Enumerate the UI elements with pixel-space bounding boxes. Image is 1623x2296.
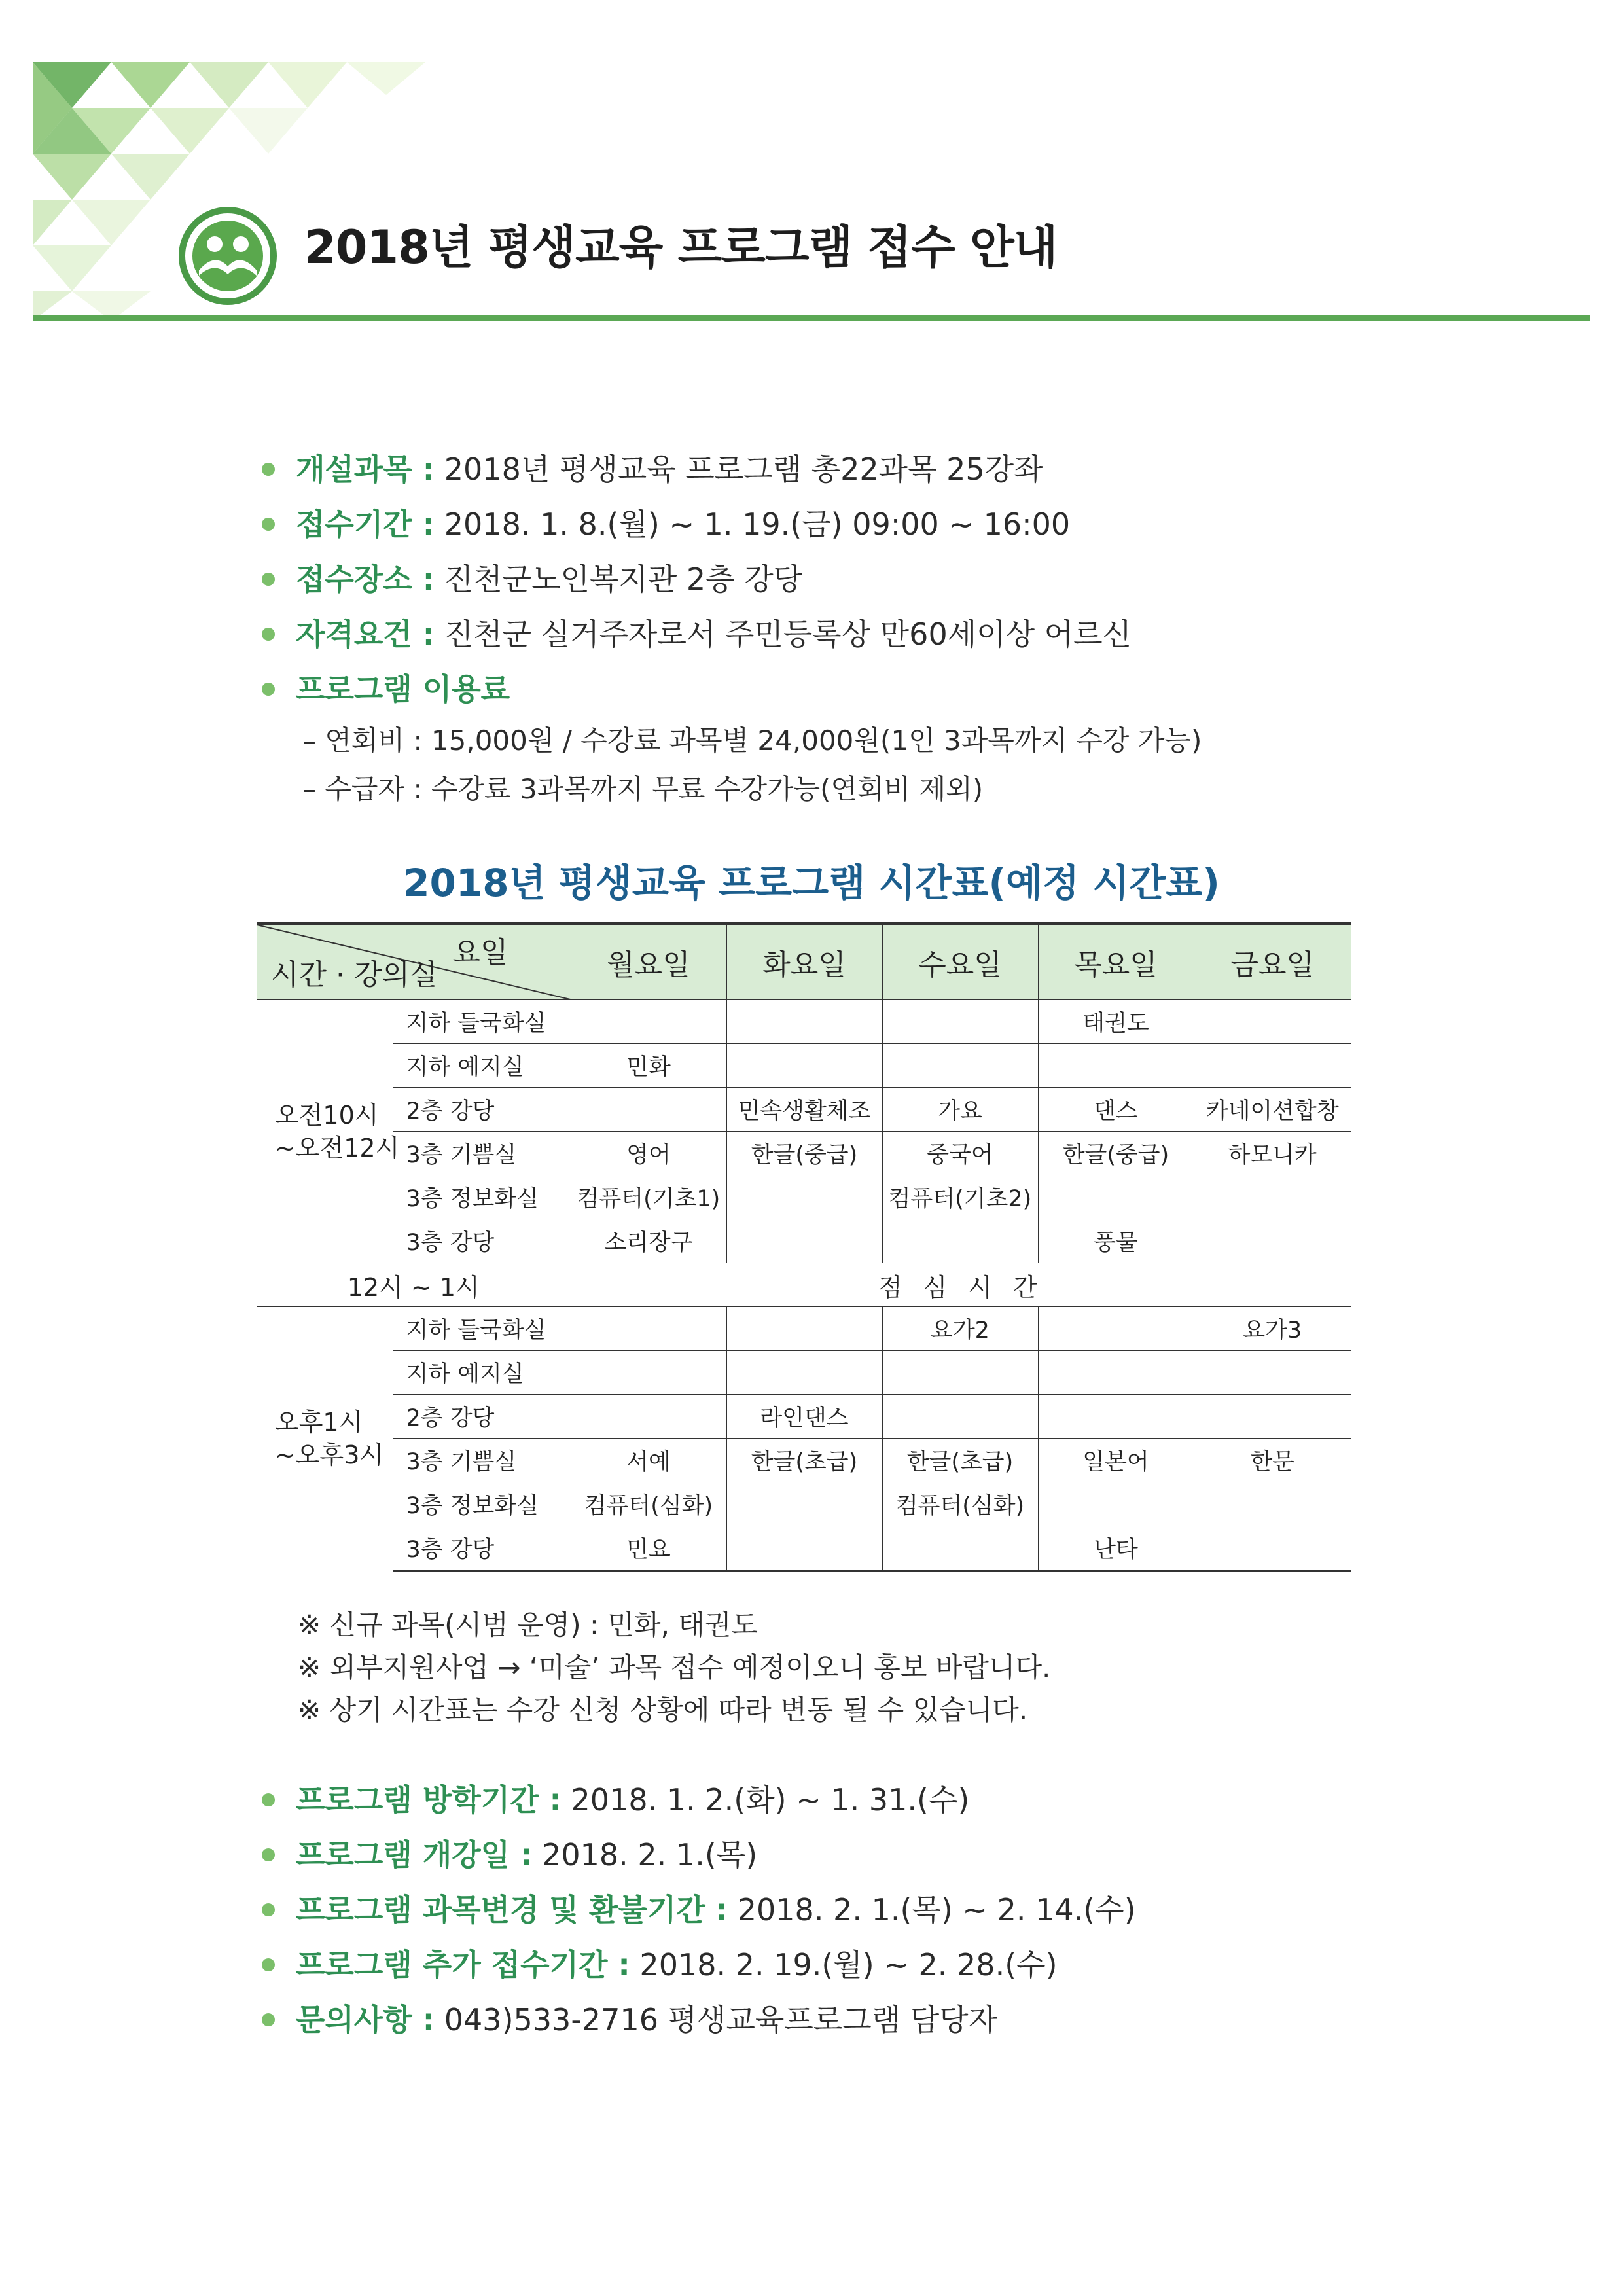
- class-cell: [1038, 1307, 1194, 1351]
- time-line: 오전10시: [275, 1100, 379, 1130]
- table-row: [257, 1482, 1351, 1526]
- class-cell: 민속생활체조: [726, 1088, 882, 1132]
- info-label: 접수장소 :: [296, 562, 435, 597]
- class-cell: [571, 1000, 726, 1044]
- info-label: 개설과목 :: [296, 452, 435, 487]
- lunch-row: [257, 1263, 1351, 1307]
- info-item-additional: [262, 1937, 1571, 1992]
- timetable-title: 2018년 평생교육 프로그램 시간표(예정 시간표): [403, 861, 1220, 905]
- info-label: 프로그램 추가 접수기간 :: [296, 1947, 630, 1982]
- table-row: [257, 1439, 1351, 1482]
- class-cell: 한글(중급): [1038, 1132, 1194, 1175]
- class-cell: [726, 1175, 882, 1219]
- class-cell: 컴퓨터(심화): [882, 1482, 1038, 1526]
- class-cell: [571, 1088, 726, 1132]
- info-item-place: [262, 552, 1571, 607]
- class-cell: [1038, 1482, 1194, 1526]
- class-cell: [1038, 1351, 1194, 1395]
- header-divider: [33, 315, 1590, 321]
- class-cell: [882, 1000, 1038, 1044]
- class-cell: [1194, 1482, 1351, 1526]
- info-item-contact: [262, 1992, 1571, 2047]
- class-cell: [1194, 1526, 1351, 1571]
- class-cell: 난타: [1038, 1526, 1194, 1571]
- bullet-icon: [262, 1848, 275, 1861]
- class-cell: [726, 1307, 882, 1351]
- info-value: 2018. 2. 19.(월) ~ 2. 28.(수): [630, 1947, 1058, 1982]
- class-cell: 중국어: [882, 1132, 1038, 1175]
- class-cell: [882, 1351, 1038, 1395]
- schedule-info-list: [262, 1772, 1571, 2047]
- info-item-fee: [262, 662, 1571, 717]
- class-cell: [882, 1219, 1038, 1263]
- class-cell: 한글(초급): [882, 1439, 1038, 1482]
- class-cell: [1194, 1000, 1351, 1044]
- day-header: 월요일: [571, 924, 726, 1000]
- bullet-icon: [262, 1903, 275, 1916]
- day-header: 금요일: [1194, 924, 1351, 1000]
- class-cell: 컴퓨터(심화): [571, 1482, 726, 1526]
- table-row: [257, 1395, 1351, 1439]
- info-value: 진천군 실거주자로서 주민등록상 만60세이상 어르신: [435, 617, 1132, 652]
- class-cell: 한글(중급): [726, 1132, 882, 1175]
- lunch-label-cell: 점 심 시 간: [571, 1263, 1351, 1307]
- class-cell: 라인댄스: [726, 1395, 882, 1439]
- time-slot-morning: [257, 1000, 400, 1263]
- room-cell: 지하 예지실: [393, 1044, 571, 1088]
- class-cell: 풍물: [1038, 1219, 1194, 1263]
- room-cell: 지하 예지실: [393, 1351, 571, 1395]
- room-cell: 3층 기쁨실: [393, 1132, 571, 1175]
- room-cell: 지하 들국화실: [393, 1000, 571, 1044]
- info-label: 자격요건 :: [296, 617, 435, 652]
- bullet-icon: [262, 573, 275, 586]
- class-cell: 영어: [571, 1132, 726, 1175]
- table-row: [257, 1000, 1351, 1044]
- room-cell: 3층 강당: [393, 1219, 571, 1263]
- page-title: 2018년 평생교육 프로그램 접수 안내: [304, 221, 1058, 274]
- info-label: 프로그램 방학기간 :: [296, 1782, 562, 1818]
- info-label: 프로그램 이용료: [296, 672, 510, 707]
- class-cell: [882, 1044, 1038, 1088]
- class-cell: 컴퓨터(기초2): [882, 1175, 1038, 1219]
- class-cell: [726, 1219, 882, 1263]
- class-cell: 요가3: [1194, 1307, 1351, 1351]
- bullet-icon: [262, 463, 275, 476]
- class-cell: [571, 1307, 726, 1351]
- class-cell: 요가2: [882, 1307, 1038, 1351]
- corner-day-label: 요일: [452, 936, 508, 969]
- info-item-start: [262, 1827, 1571, 1882]
- bullet-icon: [262, 518, 275, 531]
- class-cell: [882, 1395, 1038, 1439]
- class-cell: [1194, 1219, 1351, 1263]
- info-value: 043)533-2716 평생교육프로그램 담당자: [435, 2002, 998, 2037]
- class-cell: 민요: [571, 1526, 726, 1571]
- class-cell: 민화: [571, 1044, 726, 1088]
- bullet-icon: [262, 1958, 275, 1971]
- corner-header-cell: [257, 924, 571, 1000]
- class-cell: 댄스: [1038, 1088, 1194, 1132]
- corner-time-room-label: 시간 · 강의실: [271, 958, 438, 992]
- info-item-refund: [262, 1882, 1571, 1937]
- class-cell: [1194, 1395, 1351, 1439]
- day-header: 화요일: [726, 924, 882, 1000]
- bullet-icon: [262, 683, 275, 696]
- note-item: ※ 신규 과목(시범 운영) : 민화, 태권도: [298, 1609, 758, 1641]
- info-label: 프로그램 개강일 :: [296, 1837, 533, 1873]
- class-cell: 소리장구: [571, 1219, 726, 1263]
- info-label: 접수기간 :: [296, 507, 435, 542]
- class-cell: 한글(초급): [726, 1439, 882, 1482]
- time-line: ~오전12시: [275, 1133, 400, 1162]
- timetable: [257, 922, 1351, 1572]
- fee-annual: – 연회비 : 15,000원 / 수강료 과목별 24,000원(1인 3과목까지 수강 가능): [302, 725, 1202, 757]
- table-row: [257, 1526, 1351, 1571]
- class-cell: [1038, 1175, 1194, 1219]
- class-cell: [1194, 1175, 1351, 1219]
- class-cell: [726, 1044, 882, 1088]
- time-slot-afternoon: [257, 1307, 393, 1571]
- room-cell: 3층 정보화실: [393, 1482, 571, 1526]
- class-cell: [726, 1526, 882, 1571]
- timetable-header-row: [257, 924, 1351, 1000]
- table-row: [257, 1132, 1351, 1175]
- info-value: 2018. 1. 2.(화) ~ 1. 31.(수): [561, 1782, 970, 1818]
- room-cell: 3층 강당: [393, 1526, 571, 1571]
- info-item-courses: [262, 442, 1571, 497]
- notes-list: [298, 1604, 1050, 1731]
- class-cell: 가요: [882, 1088, 1038, 1132]
- info-item-period: [262, 497, 1571, 552]
- bullet-icon: [262, 1793, 275, 1806]
- info-value: 2018년 평생교육 프로그램 총22과목 25강좌: [435, 452, 1043, 487]
- table-row: [257, 1219, 1351, 1263]
- class-cell: [1194, 1351, 1351, 1395]
- info-value: 진천군노인복지관 2층 강당: [435, 562, 803, 597]
- people-circle-logo-icon: [178, 206, 277, 306]
- info-item-eligibility: [262, 607, 1571, 662]
- info-value: 2018. 2. 1.(목): [532, 1837, 758, 1873]
- room-cell: 2층 강당: [393, 1395, 571, 1439]
- class-cell: [726, 1000, 882, 1044]
- room-cell: 지하 들국화실: [393, 1307, 571, 1351]
- class-cell: [1038, 1044, 1194, 1088]
- class-cell: 서예: [571, 1439, 726, 1482]
- info-label: 문의사항 :: [296, 2002, 435, 2037]
- time-line: 오후1시: [275, 1408, 363, 1437]
- time-line: ~오후3시: [275, 1441, 384, 1470]
- info-value: 2018. 1. 8.(월) ~ 1. 19.(금) 09:00 ~ 16:00: [435, 507, 1071, 542]
- class-cell: [726, 1351, 882, 1395]
- note-item: ※ 외부지원사업 → ‘미술’ 과목 접수 예정이오니 홍보 바랍니다.: [298, 1651, 1051, 1683]
- class-cell: [726, 1482, 882, 1526]
- table-row: [257, 1175, 1351, 1219]
- room-cell: 2층 강당: [393, 1088, 571, 1132]
- class-cell: 컴퓨터(기초1): [571, 1175, 726, 1219]
- info-list: [262, 442, 1571, 814]
- info-item-break: [262, 1772, 1571, 1827]
- class-cell: 카네이션합창: [1194, 1088, 1351, 1132]
- class-cell: [1038, 1395, 1194, 1439]
- day-header: 목요일: [1038, 924, 1194, 1000]
- bullet-icon: [262, 2013, 275, 2026]
- class-cell: 하모니카: [1194, 1132, 1351, 1175]
- table-row: [257, 1307, 1351, 1351]
- class-cell: [571, 1395, 726, 1439]
- fee-recipient: – 수급자 : 수강료 3과목까지 무료 수강가능(연회비 제외): [302, 773, 984, 805]
- class-cell: 태권도: [1038, 1000, 1194, 1044]
- class-cell: [571, 1351, 726, 1395]
- day-header: 수요일: [882, 924, 1038, 1000]
- table-row: [257, 1088, 1351, 1132]
- class-cell: [1194, 1044, 1351, 1088]
- bullet-icon: [262, 628, 275, 641]
- note-item: ※ 상기 시간표는 수강 신청 상황에 따라 변동 될 수 있습니다.: [298, 1694, 1028, 1726]
- table-row: [257, 1351, 1351, 1395]
- class-cell: [882, 1526, 1038, 1571]
- room-cell: 3층 기쁨실: [393, 1439, 571, 1482]
- lunch-time-cell: 12시 ~ 1시: [257, 1263, 571, 1307]
- table-row: [257, 1044, 1351, 1088]
- class-cell: 한문: [1194, 1439, 1351, 1482]
- room-cell: 3층 정보화실: [393, 1175, 571, 1219]
- info-value: 2018. 2. 1.(목) ~ 2. 14.(수): [728, 1892, 1136, 1928]
- class-cell: 일본어: [1038, 1439, 1194, 1482]
- info-label: 프로그램 과목변경 및 환불기간 :: [296, 1892, 728, 1928]
